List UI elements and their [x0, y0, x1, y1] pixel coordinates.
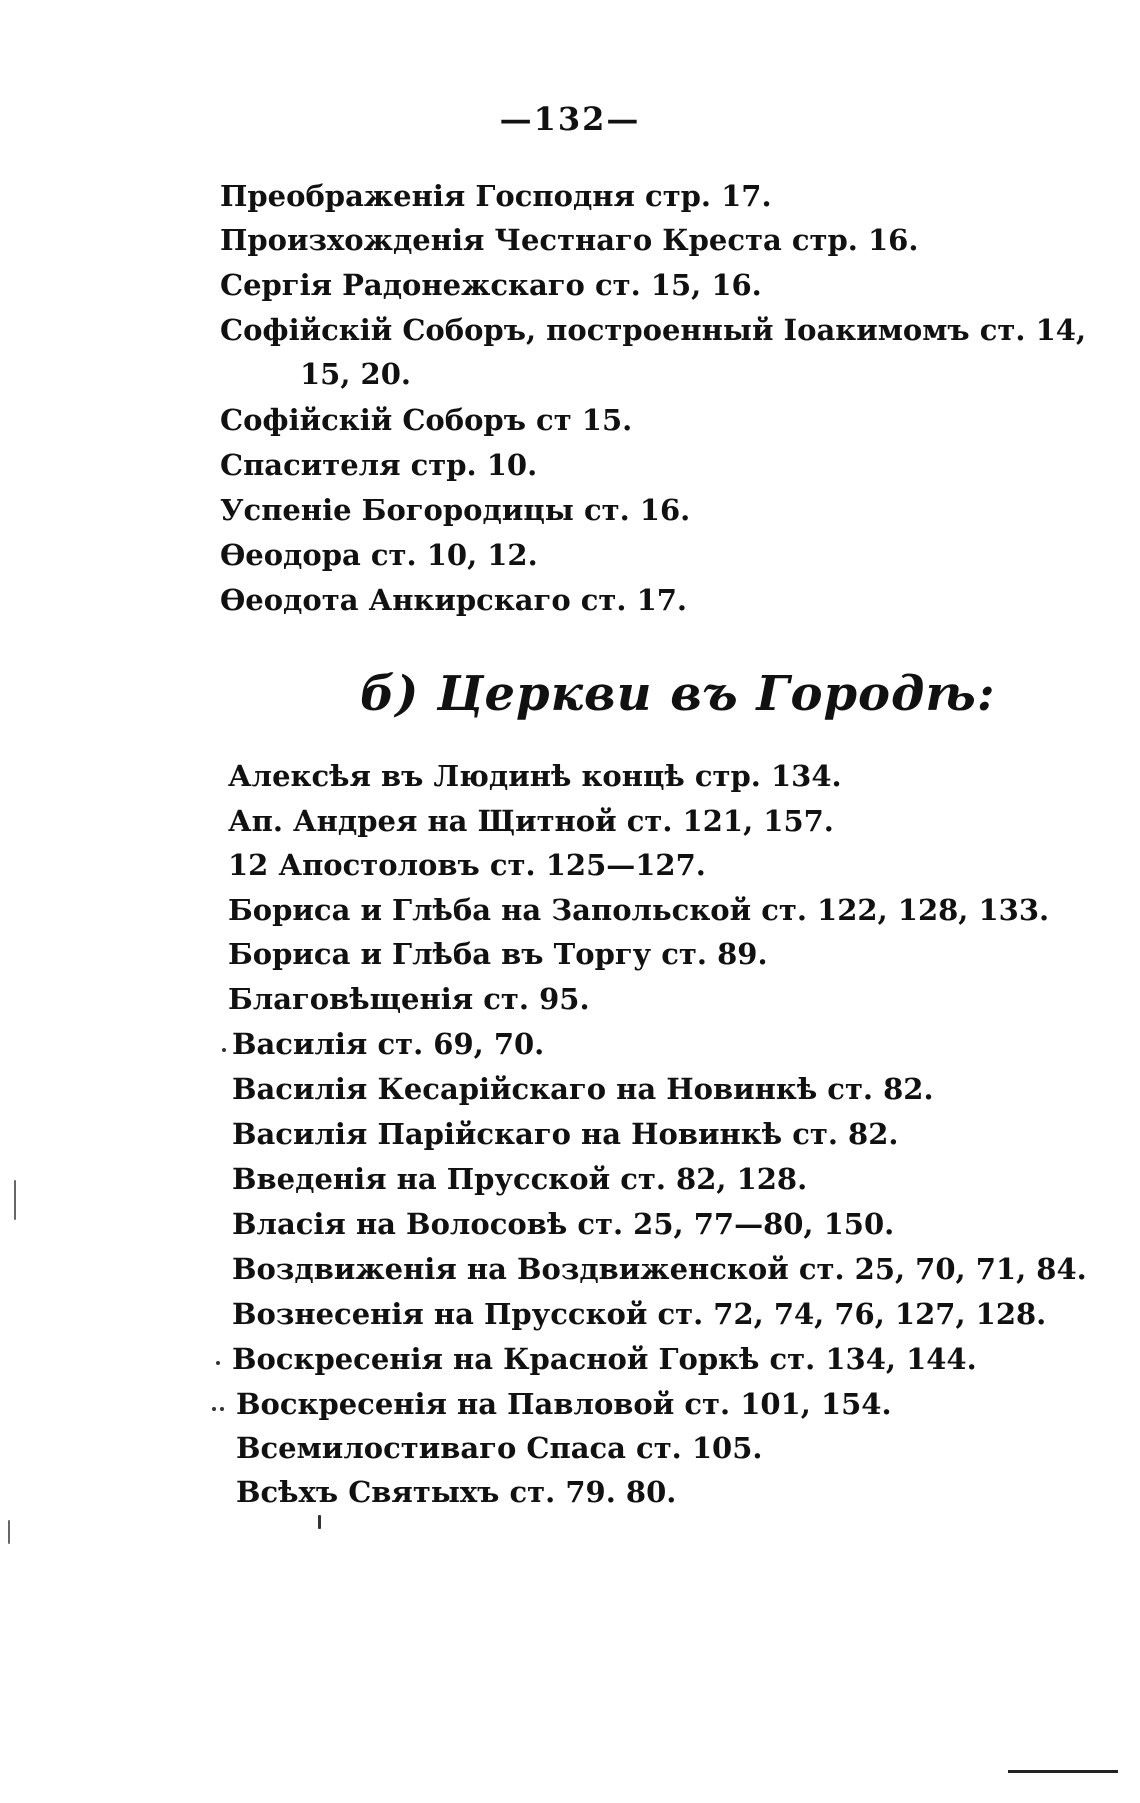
index-entry-a-4: Софійскій Соборъ, построенный Іоакимомъ ст. 14,	[220, 313, 1087, 347]
index-entry-a-3: Сергія Радонежскаго ст. 15, 16.	[220, 268, 762, 302]
index-entry-b-16: Всемилостиваго Спаса ст. 105.	[236, 1431, 763, 1465]
index-entry-b-17: Всѣхъ Святыхъ ст. 79. 80.	[236, 1475, 677, 1509]
index-entry-b-11: Власія на Волосовѣ ст. 25, 77—80, 150.	[232, 1207, 895, 1241]
index-entry-b-15: Воскресенія на Павловой ст. 101, 154.	[236, 1387, 892, 1421]
index-entry-a-8: Успеніе Богородицы ст. 16.	[220, 493, 691, 527]
index-entry-b-1: Алексѣя въ Людинѣ концѣ стр. 134.	[228, 759, 842, 793]
index-entry-b-3: 12 Апостоловъ ст. 125—127.	[228, 848, 706, 882]
index-entry-b-10: Введенія на Прусской ст. 82, 128.	[232, 1162, 808, 1196]
index-entry-a-1: Преображенія Господня стр. 17.	[220, 179, 772, 213]
index-entry-b-7: Василія ст. 69, 70.	[232, 1027, 545, 1061]
section-heading: б) Церкви въ Городѣ:	[360, 666, 996, 722]
index-entry-a-10: Ѳеодота Анкирскаго ст. 17.	[220, 583, 688, 617]
index-entry-b-13: Вознесенія на Прусской ст. 72, 74, 76, 127, 128.	[232, 1297, 1047, 1331]
index-entry-b-6: Благовѣщенія ст. 95.	[228, 982, 590, 1016]
scan-speck	[318, 1515, 321, 1529]
scan-speck	[212, 1407, 216, 1411]
scan-speck	[216, 1361, 220, 1365]
index-entry-b-14: Воскресенія на Красной Горкѣ ст. 134, 144.	[232, 1342, 977, 1376]
index-entry-a-5: 15, 20.	[300, 357, 412, 391]
index-entry-b-8: Василія Кесарійскаго на Новинкѣ ст. 82.	[232, 1072, 934, 1106]
scan-speck	[14, 1180, 16, 1220]
index-entry-b-5: Бориса и Глѣба въ Торгу ст. 89.	[228, 937, 768, 971]
page-number: —132—	[499, 100, 641, 138]
index-entry-a-7: Спасителя стр. 10.	[220, 448, 538, 482]
index-entry-b-12: Воздвиженія на Воздвиженской ст. 25, 70, 71, 84.	[232, 1252, 1087, 1286]
index-entry-a-2: Произхожденія Честнаго Креста стр. 16.	[220, 223, 919, 257]
index-entry-a-9: Ѳеодора ст. 10, 12.	[220, 538, 538, 572]
index-entry-b-2: Ап. Андрея на Щитной ст. 121, 157.	[228, 804, 834, 838]
page-edge-line	[1008, 1770, 1118, 1773]
scan-speck	[220, 1407, 224, 1411]
index-entry-b-9: Василія Парійскаго на Новинкѣ ст. 82.	[232, 1117, 899, 1151]
index-entry-a-6: Софійскій Соборъ ст 15.	[220, 403, 633, 437]
index-entry-b-4: Бориса и Глѣба на Запольской ст. 122, 128, 133.	[228, 893, 1050, 927]
scan-speck	[8, 1520, 10, 1544]
scan-speck	[222, 1048, 226, 1052]
